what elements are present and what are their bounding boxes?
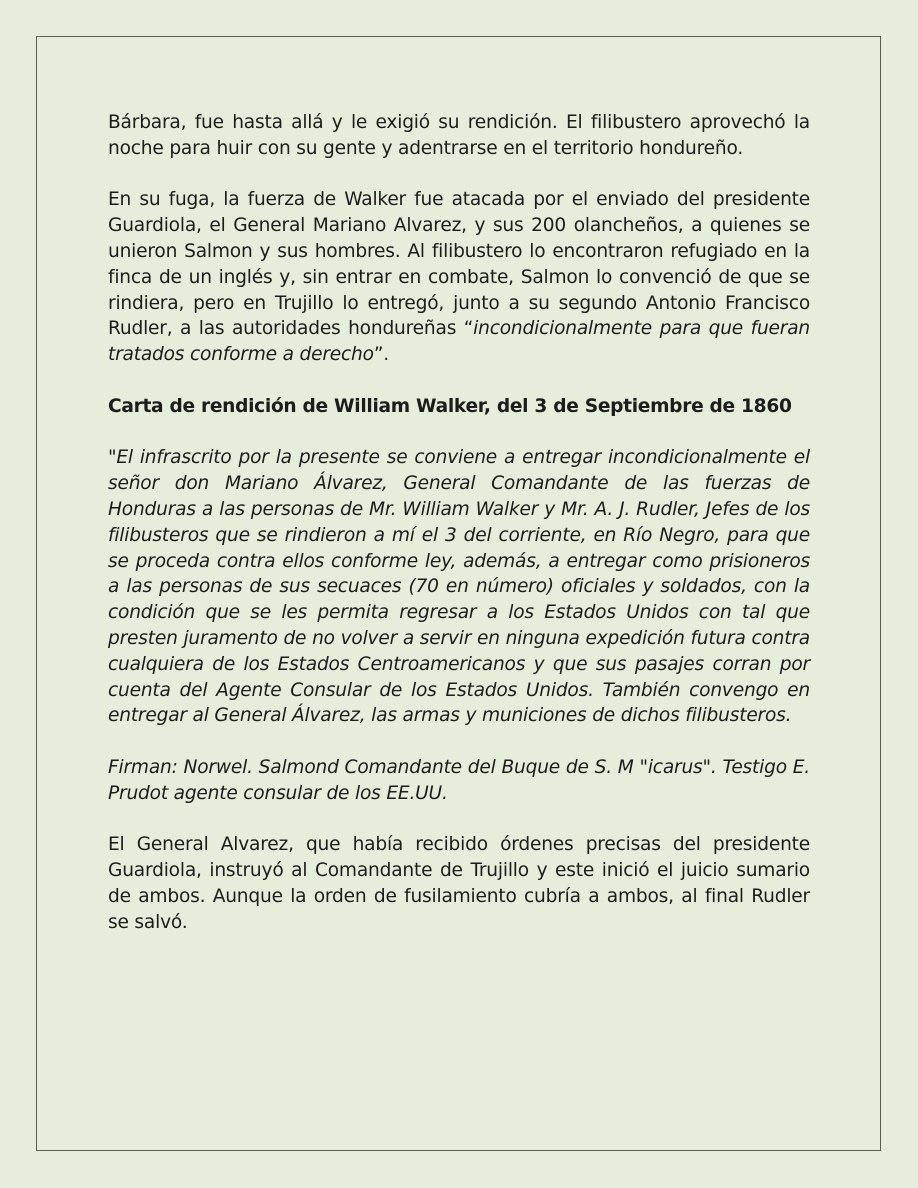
- capture-quote-close: ”.: [373, 344, 389, 366]
- section-heading: Carta de rendición de William Walker, del 3 de Septiembre de 1860: [108, 395, 792, 417]
- paragraph-trial: El General Alvarez, que había recibido órdenes precisas del presidente Guardiola, instruyó al Comandante de Trujillo y este inició el juicio sumario de ambos. Aunque la orden de fusilamiento cubría a ambos, al final Rudler se salvó.: [108, 834, 810, 933]
- paragraph-escape: Bárbara, fue hasta allá y le exigió su rendición. El filibustero aprovechó la noche para huir con su gente y adentrarse en el territorio hondureño.: [108, 112, 810, 159]
- paragraph-capture: [108, 187, 810, 368]
- letter-signatures: Firman: Norwel. Salmond Comandante del Buque de S. M "icarus". Testigo E. Prudot agente consular de los EE.UU.: [108, 756, 810, 804]
- document-body: [108, 110, 810, 961]
- capture-quote: incondicionalmente para que fueran tratados conforme a derecho: [108, 318, 810, 366]
- surrender-letter-text: "El infrascrito por la presente se conviene a entregar incondicionalmente el señor don Mariano Álvarez, General Comandante de las fuerzas de Honduras a las personas de Mr. William Walker y Mr. A. J. Rudler, Jefes de los filibusteros que se rindieron a mí el 3 del corriente, en Río Negro, para que se proceda contra ellos conforme ley, además, a entregar como prisioneros a las personas de sus secuaces (70 en número) oficiales y soldados, con la condición que se les permita regresar a los Estados Unidos con tal que presten juramento de no volver a servir en ninguna expedición futura contra cualquiera de los Estados Centroamericanos y que sus pasajes corran por cuenta del Agente Consular de los Estados Unidos. También convengo en entregar al General Álvarez, las armas y municiones de dichos filibusteros.: [108, 447, 810, 727]
- capture-text: En su fuga, la fuerza de Walker fue atacada por el enviado del presidente Guardiola, el General Mariano Alvarez, y sus 200 olancheños, a quienes se unieron Salmon y sus hombres. Al filibustero lo encontraron refugiado en la finca de un inglés y, sin entrar en combate, Salmon lo convenció de que se rindiera, pero en Trujillo lo entregó, junto a su segundo Antonio Francisco Rudler, a las autoridades hondureñas “: [108, 189, 810, 340]
